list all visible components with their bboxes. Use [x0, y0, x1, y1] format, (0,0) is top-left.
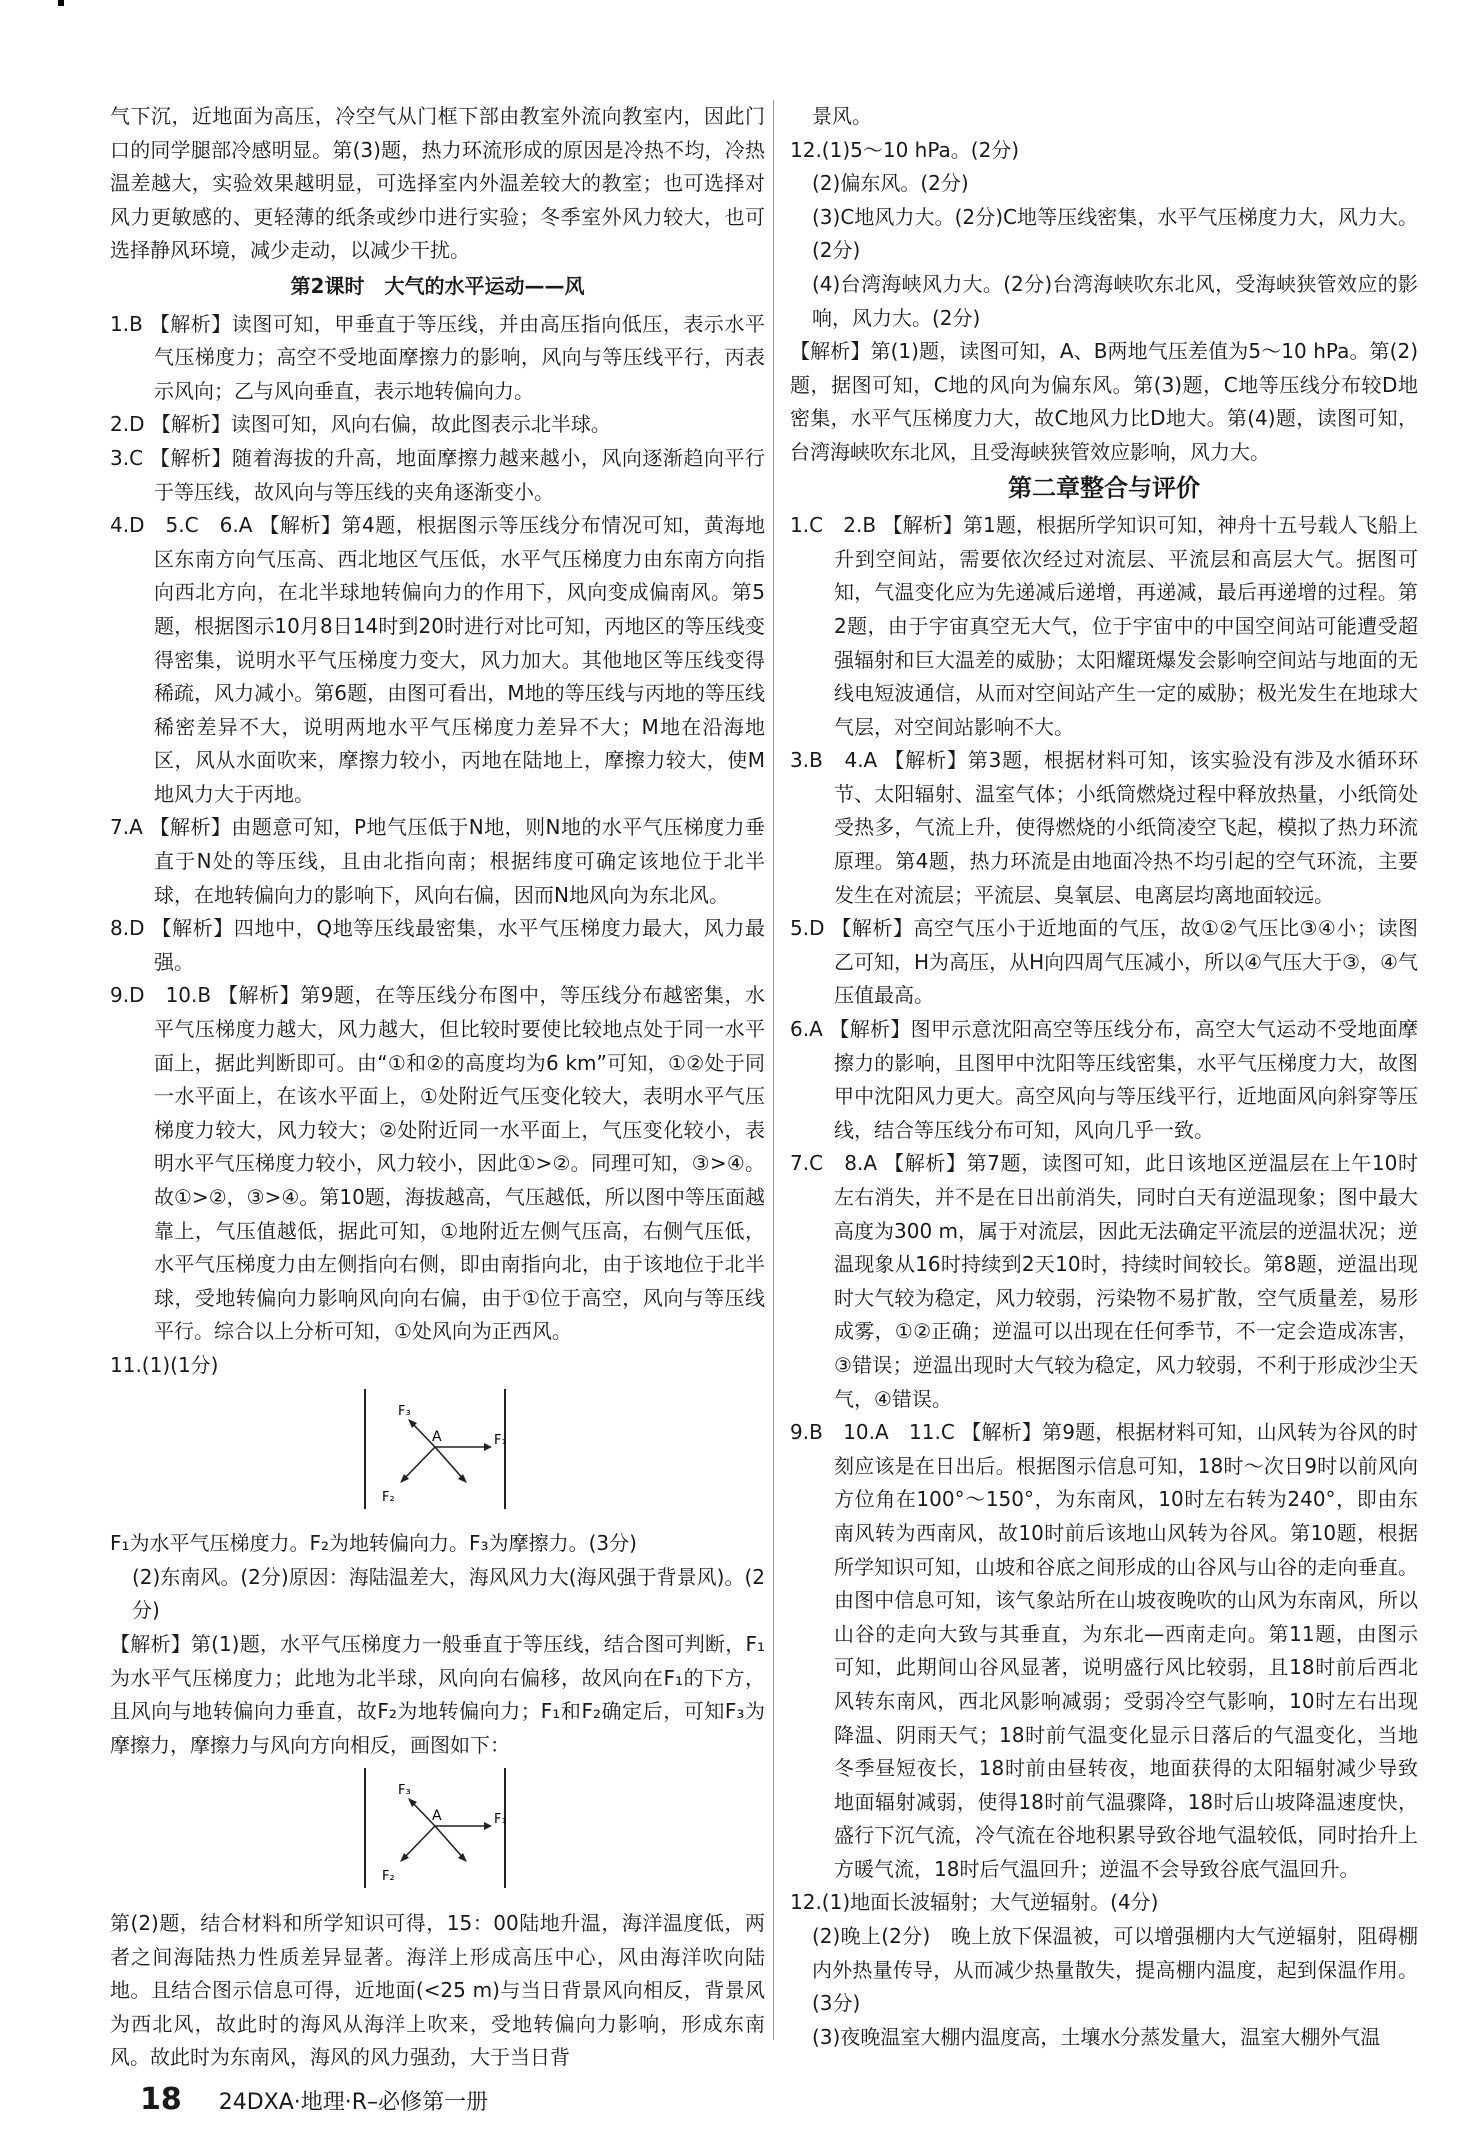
force-diagram-1 [360, 1389, 510, 1509]
answer-item: 6.A 【解析】图甲示意沈阳高空等压线分布，高空大气运动不受地面摩擦力的影响，且图甲中沈阳等压线密集，水平气压梯度力大，故图甲中沈阳风力更大。高空风向与等压线平行，近地面风向斜穿等压线，结合等压线分布可知，风向几乎一致。 [790, 1017, 1418, 1142]
q12b-part3: (3)夜晚温室大棚内温度高，土壤水分蒸发量大，温室大棚外气温 [812, 2024, 1381, 2049]
f2-label: F₂ [382, 1869, 395, 1885]
continued-text: 景风。 [812, 104, 872, 128]
f1-label: F₁ [494, 1432, 507, 1448]
q12-part: (3)C地风力大。(2分)C地等压线密集，水平气压梯度力大，风力大。(2分) [812, 204, 1418, 263]
column-divider [773, 100, 774, 2040]
q12-analysis: 【解析】第(1)题，读图可知，A、B两地气压差值为5～10 hPa。第(2)题，据图可知，C地的风向为偏东风。第(3)题，C地等压线分布较D地密集，水平气压梯度力大，故C地风力比D地大。第(4)题，读图可知，台湾海峡吹东北风，且受海峡狭管效应影响，风力大。 [790, 339, 1418, 464]
q11-analysis-part2: 第(2)题，结合材料和所学知识可得，15：00陆地升温，海洋温度低，两者之间海陆热力性质差异显著。海洋上形成高压中心，风由海洋吹向陆地。且结合图示信息可得，近地面(<25 m)与当日背景风向相反，背景风为西北风，故此时的海风从海洋上吹来，受地转偏向力影响，形成东南风。故此时为东南风，海风的风力强劲，大于当日背 [110, 1910, 765, 2070]
q12-part: (2)偏东风。(2分) [812, 171, 969, 196]
point-a-label: A [432, 1428, 442, 1445]
answer-item: 7.C 8.A 【解析】第7题，读图可知，此日该地区逆温层在上午10时左右消失，并不是在日出前消失，同时白天有逆温现象；图中最大高度为300 m，属于对流层，因此无法确定平流层的逆温状况；逆温现象从16时持续到2天10时，持续时间较长。第8题，逆温出现时大气较为稳定，风力较弱，污染物不易扩散，空气质量差，易形成雾，①②正确；逆温可以出现在任何季节，不一定会造成冻害，③错误；逆温出现时大气较为稳定，风力较弱，不利于形成沙尘天气，④错误。 [790, 1151, 1419, 1411]
section-heading: 第2课时 大气的水平运动——风 [290, 273, 585, 298]
answer-item: 2.D 【解析】读图可知，风向右偏，故此图表示北半球。 [110, 412, 611, 437]
q11-part2: (2)东南风。(2分)原因：海陆温差大，海风风力大(海风强于背景风)。(2分) [132, 1564, 765, 1623]
f3-label: F₃ [398, 1783, 411, 1799]
force-diagram-2 [360, 1768, 510, 1888]
f3-label: F₃ [398, 1403, 411, 1419]
chapter-heading: 第二章整合与评价 [1008, 473, 1200, 502]
answer-item: 8.D 【解析】四地中，Q地等压线最密集，水平气压梯度力最大，风力最强。 [110, 916, 765, 974]
answer-item: 9.D 10.B 【解析】第9题，在等压线分布图中，等压线分布越密集，水平气压梯度力越大，风力越大，但比较时要使比较地点处于同一水平面上，据此判断即可。由“①和②的高度均为6 km”可知，①②处于同一水平面上，在该水平面上，①处附近气压变化较大，表明水平气压梯度力较大，风力较大；②处附近同一水平面上，气压变化较小，表明水平气压梯度力较小，风力较小，因此①>②。同理可知，③>④。故①>②，③>④。第10题，海拔越高，气压越低，所以图中等压面越靠上，气压值越低，据此可知，①地附近左侧气压高，右侧气压低，水平气压梯度力由左侧指向右侧，即由南指向北，由于该地位于北半球，受地转偏向力影响风向向右偏，由于①位于高空，风向与等压线平行。综合以上分析可知，①处风向为正西风。 [110, 983, 765, 1344]
answer-item: 1.C 2.B 【解析】第1题，根据所学知识可知，神舟十五号载人飞船上升到空间站，需要依次经过对流层、平流层和高层大气。据图可知，气温变化应为先递减后递增，再递减，最后再递增的过程。第2题，由于宇宙真空无大气，位于宇宙中的中国空间站可能遭受超强辐射和巨大温差的威胁；太阳耀斑爆发会影响空间站与地面的无线电短波通信，从而对空间站产生一定的威胁；极光发生在地球大气层，对空间站影响不大。 [790, 513, 1418, 739]
answer-item: 3.C 【解析】随着海拔的升高，地面摩擦力越来越小，风向逐渐趋向平行于等压线，故风向与等压线的夹角逐渐变小。 [110, 445, 765, 504]
answer-item: 9.B 10.A 11.C 【解析】第9题，根据材料可知，山风转为谷风的时刻应该是在日出后。根据图示信息可知，18时～次日9时以前风向方位角在100°～150°，为东南风，10时左右转为240°，即由东南风转为西南风，故10时前后该地山风转为谷风。第10题，根据所学知识可知，山坡和谷底之间形成的山谷风与山谷的走向垂直。由图中信息可知，该气象站所在山坡夜晚吹的山风为东南风，所以山谷的走向大致与其垂直，为东北—西南走向。第11题，由图示可知，此期间山谷风显著，说明盛行风比较弱，且18时前后西北风转东南风，西北风影响减弱；受弱冷空气影响，10时左右出现降温、阴雨天气；18时前气温变化显示日落后的气温变化，当地冬季昼短夜长，18时前由昼转夜，地面获得的太阳辐射减少导致地面辐射减弱，使得18时前气温骤降，18时后山坡降温速度快，盛行下沉气流，冷气流在谷地积累导致谷地气温较低，同时抬升上方暖气流，18时后气温回升；逆温不会导致谷底气温回升。 [790, 1420, 1418, 1881]
q11-heading: 11.(1)(1分) [110, 1352, 219, 1377]
q12b-part2: (2)晚上(2分) 晚上放下保温被，可以增强棚内大气逆辐射，阻碍棚内外热量传导，从而减少热量散失，提高棚内温度，起到保温作用。(3分) [812, 1924, 1418, 2016]
continued-paragraph: 气下沉，近地面为高压，冷空气从门框下部由教室外流向教室内，因此门口的同学腿部冷感明显。第(3)题，热力环流形成的原因是冷热不均，冷热温差越大，实验效果越明显，可选择室内外温差较大的教室；也可选择对风力更敏感的、更轻薄的纸条或纱巾进行实验；冬季室外风力较大，也可选择静风环境，减少走动，以减少干扰。 [110, 104, 765, 263]
page-number: 18 [140, 2082, 182, 2117]
left-column [110, 100, 765, 2075]
q12-part: (4)台湾海峡风力大。(2分)台湾海峡吹东北风，受海峡狭管效应的影响，风力大。(2分) [812, 271, 1418, 330]
page-footer [140, 2082, 488, 2117]
point-a-label: A [432, 1808, 442, 1825]
f2-label: F₂ [382, 1489, 395, 1505]
corner-mark [58, 0, 64, 6]
answer-item: 1.B 【解析】读图可知，甲垂直于等压线，并由高压指向低压，表示水平气压梯度力；高空不受地面摩擦力的影响，风向与等压线平行，丙表示风向；乙与风向垂直，表示地转偏向力。 [110, 311, 765, 403]
q12-part1: 12.(1)5～10 hPa。(2分) [790, 137, 1020, 162]
right-column [790, 100, 1418, 2054]
q11-analysis: 【解析】第(1)题，水平气压梯度力一般垂直于等压线，结合图可判断，F₁为水平气压梯度力；此地为北半球，风向向右偏移，故风向在F₁的下方，且风向与地转偏向力垂直，故F₂为地转偏向力；F₁和F₂确定后，可知F₃为摩擦力，摩擦力与风向方向相反，画图如下： [110, 1631, 765, 1757]
answer-item: 4.D 5.C 6.A 【解析】第4题，根据图示等压线分布情况可知，黄海地区东南方向气压高、西北地区气压低，水平气压梯度力由东南方向指向西北方向，在北半球地转偏向力的作用下，风向变成偏南风。第5题，根据图示10月8日14时到20时进行对比可知，丙地区的等压线变得密集，说明水平气压梯度力变大，风力加大。其他地区等压线变得稀疏，风力减小。第6题，由图可看出，M地的等压线与丙地的等压线稀密差异不大，说明两地水平气压梯度力差异不大；M地在沿海地区，风从水面吹来，摩擦力较小，丙地在陆地上，摩擦力较大，使M地风力大于丙地。 [110, 513, 765, 806]
answer-item: 12.(1)地面长波辐射；大气逆辐射。(4分) [790, 1890, 1159, 1915]
answer-item: 3.B 4.A 【解析】第3题，根据材料可知，该实验没有涉及水循环环节、太阳辐射、温室气体；小纸筒燃烧过程中释放热量，小纸筒处受热多，气流上升，使得燃烧的小纸筒凌空飞起，模拟了热力环流原理。第4题，热力环流是由地面冷热不均引起的空气环流，主要发生在对流层；平流层、臭氧层、电离层均离地面较远。 [790, 748, 1418, 907]
f1-label: F₁ [494, 1812, 507, 1828]
answer-item: 5.D 【解析】高空气压小于近地面的气压，故①②气压比③④小；读图乙可知，H为高压，从H向四周气压减小，所以④气压大于③，④气压值最高。 [790, 916, 1418, 1008]
book-code: 24DXA·地理·R–必修第一册 [218, 2090, 489, 2115]
q11-caption: F₁为水平气压梯度力。F₂为地转偏向力。F₃为摩擦力。(3分) [110, 1531, 637, 1556]
answer-item: 7.A 【解析】由题意可知，P地气压低于N地，则N地的水平气压梯度力垂直于N处的等压线，且由北指向南；根据纬度可确定该地位于北半球，在地转偏向力的影响下，风向右偏，因而N地风向为东北风。 [110, 815, 765, 907]
